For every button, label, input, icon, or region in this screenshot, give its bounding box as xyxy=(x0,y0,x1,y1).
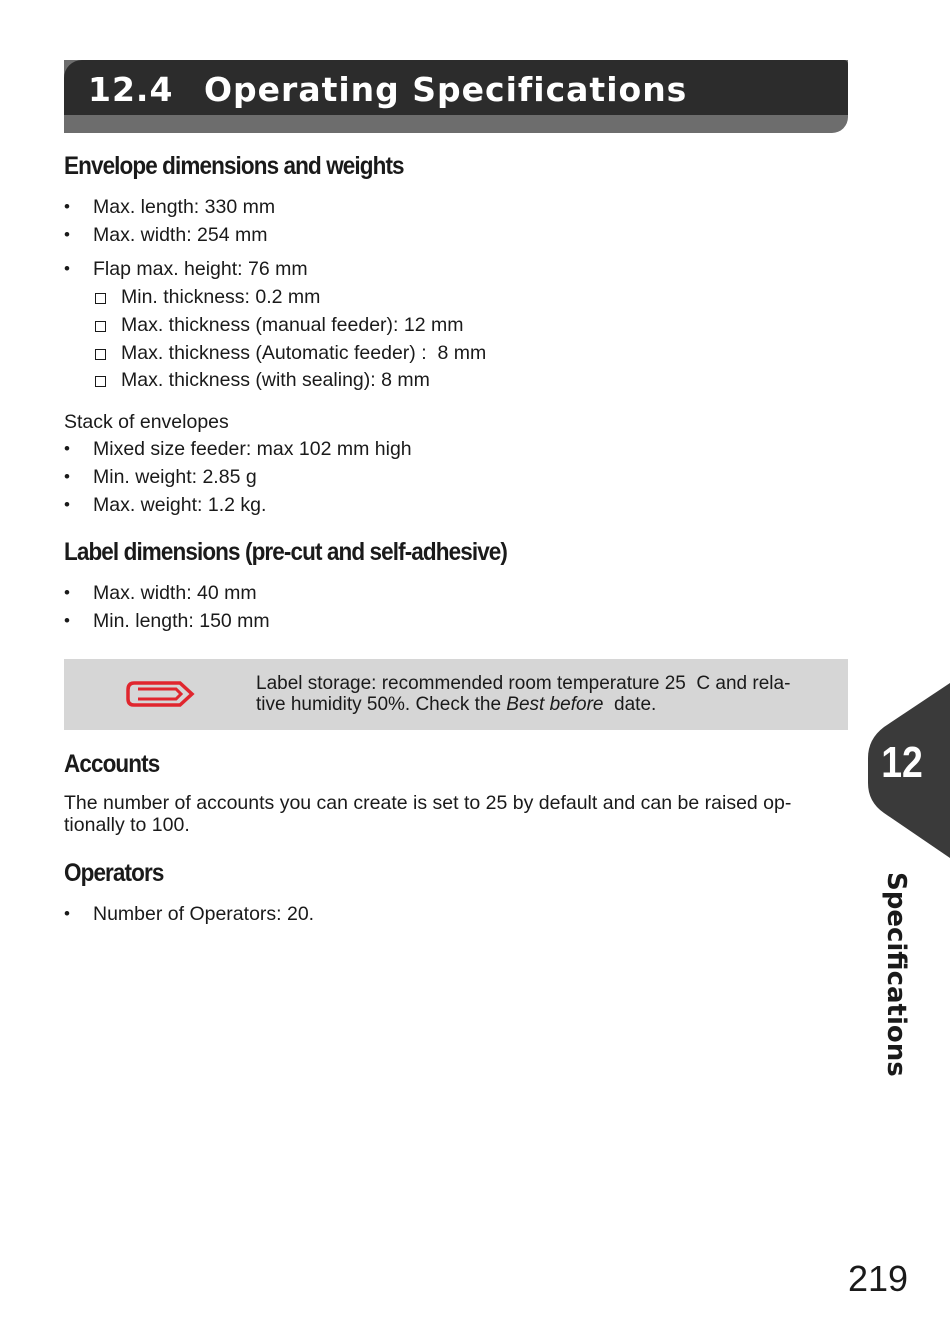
section-header xyxy=(64,60,848,115)
bullet-dot: • xyxy=(64,225,70,244)
label-heading: Label dimensions (pre-cut and self-adhesive) xyxy=(64,538,508,566)
bullet-dot: • xyxy=(64,583,70,602)
chapter-number: 12 xyxy=(881,738,923,787)
square-bullet-icon xyxy=(95,376,106,387)
chapter-label-text: Specifications xyxy=(881,872,911,1077)
list-item: Max. weight: 1.2 kg. xyxy=(93,494,267,516)
bullet-dot: • xyxy=(64,197,70,216)
list-item: Max. width: 254 mm xyxy=(93,224,268,246)
section-title: Operating Specifications xyxy=(204,70,688,109)
square-bullet-icon xyxy=(95,321,106,332)
accounts-line-2: tionally to 100. xyxy=(64,814,190,836)
operators-heading: Operators xyxy=(64,859,164,887)
note-text xyxy=(256,673,836,715)
sub-list-item: Max. thickness (with sealing): 8 mm xyxy=(121,369,430,391)
accounts-heading: Accounts xyxy=(64,750,160,778)
sub-list-item: Min. thickness: 0.2 mm xyxy=(121,286,321,308)
bullet-dot: • xyxy=(64,495,70,514)
list-item: Number of Operators: 20. xyxy=(93,903,315,925)
page-number: 219 xyxy=(848,1258,909,1299)
note-line-1: Label storage: recommended room temperature 25 C and rela- xyxy=(256,673,791,694)
square-bullet-icon xyxy=(95,293,106,304)
chapter-label xyxy=(867,872,927,1077)
bullet-dot: • xyxy=(64,611,70,630)
list-item: Mixed size feeder: max 102 mm high xyxy=(93,438,412,460)
list-item: Max. length: 330 mm xyxy=(93,196,276,218)
note-box xyxy=(64,659,848,730)
bullet-dot: • xyxy=(64,904,70,923)
note-line-2-suffix: date. xyxy=(603,694,657,715)
sub-list-item: Max. thickness (manual feeder): 12 mm xyxy=(121,314,464,336)
paperclip-icon xyxy=(126,677,196,711)
note-line-2 xyxy=(256,694,836,715)
square-bullet-icon xyxy=(95,349,106,360)
accounts-line-1: The number of accounts you can create is set to 25 by default and can be raised op- xyxy=(64,792,792,814)
accounts-paragraph xyxy=(64,792,848,836)
bullet-dot: • xyxy=(64,467,70,486)
bullet-dot: • xyxy=(64,439,70,458)
list-item: Min. weight: 2.85 g xyxy=(93,466,257,488)
envelope-heading: Envelope dimensions and weights xyxy=(64,152,404,180)
list-item: Flap max. height: 76 mm xyxy=(93,258,308,280)
sub-list-item: Max. thickness (Automatic feeder) : 8 mm xyxy=(121,342,487,364)
list-item: Min. length: 150 mm xyxy=(93,610,270,632)
bullet-dot: • xyxy=(64,259,70,278)
stack-label: Stack of envelopes xyxy=(64,411,229,433)
list-item: Max. width: 40 mm xyxy=(93,582,257,604)
section-number: 12.4 xyxy=(88,70,174,109)
note-emphasis: Best before xyxy=(506,694,604,715)
note-line-2-prefix: tive humidity 50%. Check the xyxy=(256,694,507,715)
